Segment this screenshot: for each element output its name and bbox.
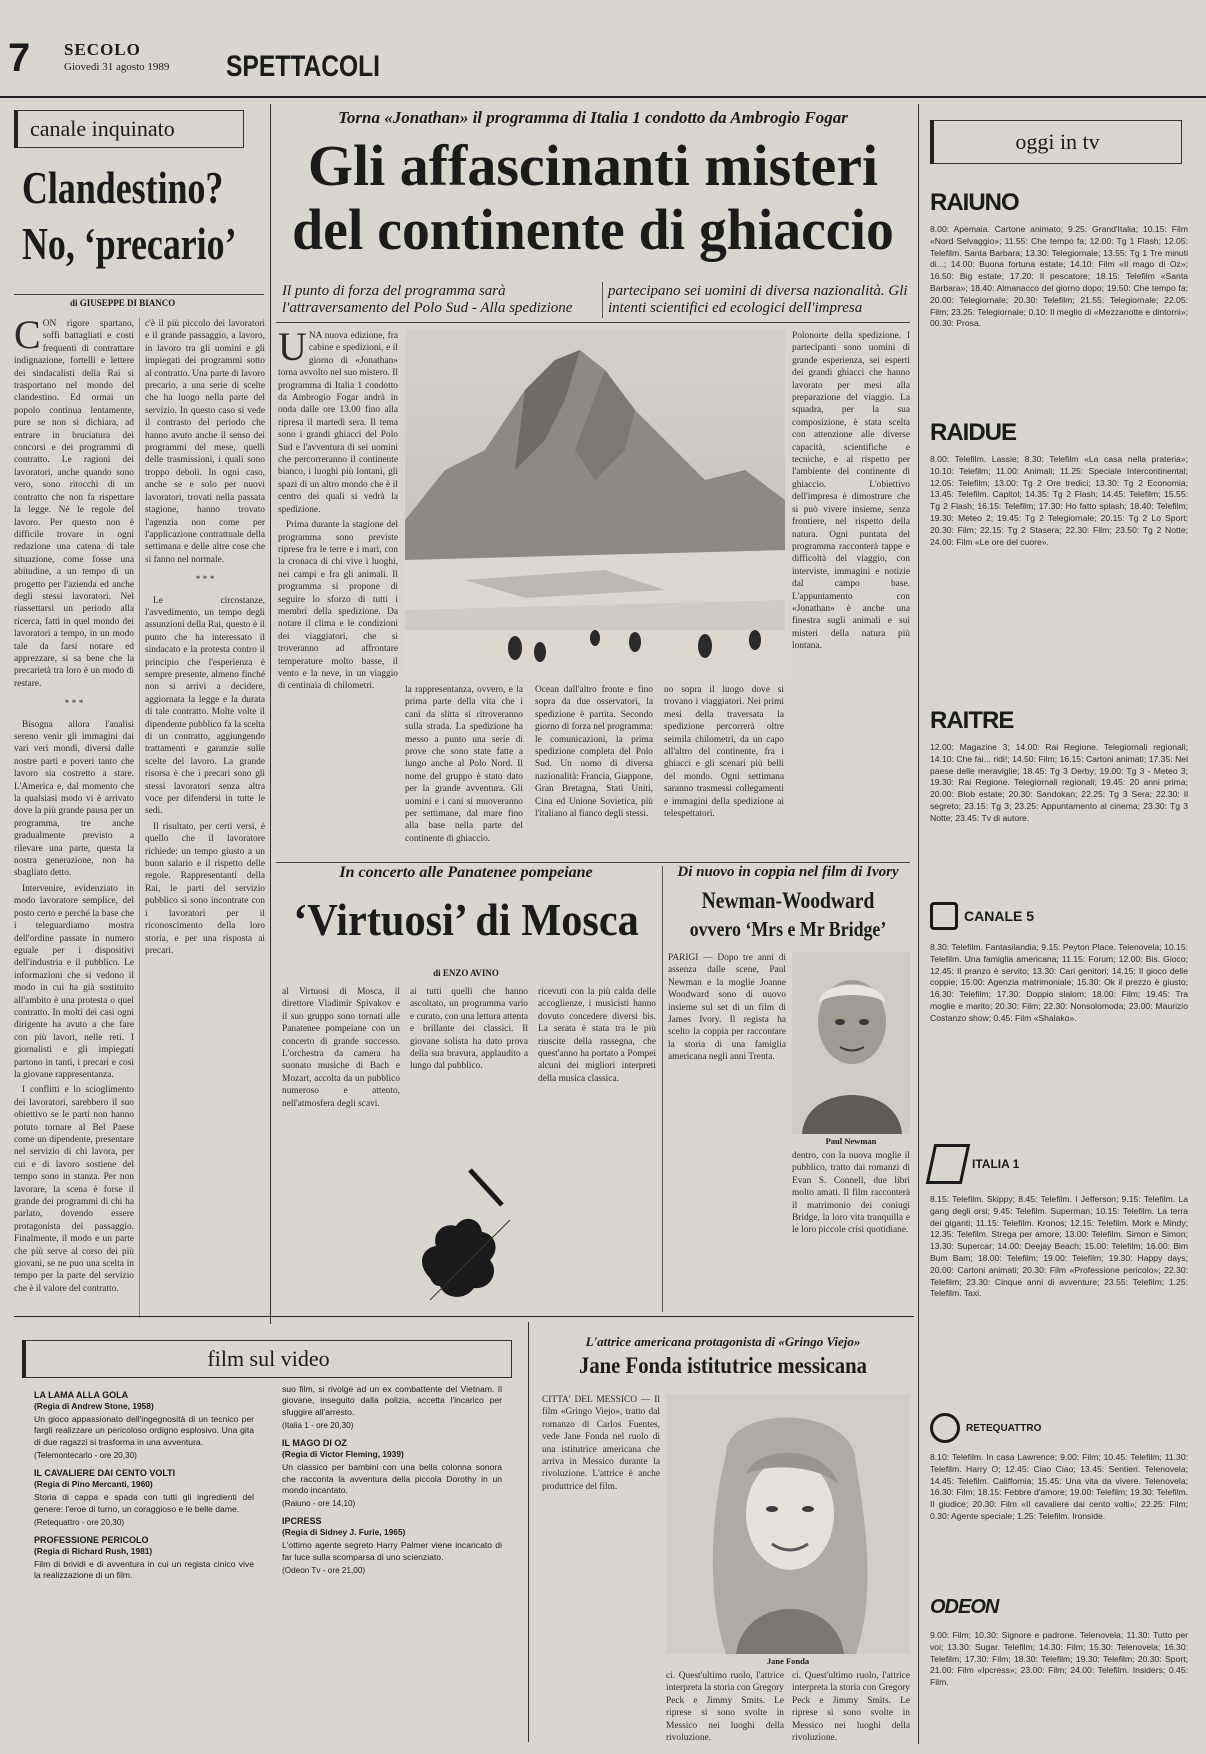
masthead bbox=[0, 0, 1206, 100]
film-fonda-divider bbox=[528, 1322, 529, 1742]
canale5-logo-icon bbox=[930, 902, 958, 930]
film-director: (Regia di Richard Rush, 1981) bbox=[34, 1546, 153, 1557]
film-director: (Regia di Andrew Stone, 1958) bbox=[34, 1401, 154, 1411]
newman-col-1 bbox=[668, 952, 786, 1312]
fonda-headline: Jane Fonda istitutrice messicana bbox=[578, 1353, 868, 1378]
film-description: Un classico per bambini con una bella colonna sonora che racconta la avventura della piccola Dorothy in un mondo incantato. bbox=[282, 1462, 502, 1496]
film-director: (Regia di Sidney J. Furie, 1965) bbox=[282, 1527, 406, 1538]
film-col-1 bbox=[34, 1384, 254, 1744]
left-col-2-p1: c'è il più piccolo dei lavoratori e il grande passaggio, a lavoro, in lavoro tra gli uomini e gli impiegati dei programmi sotto al contratto. Una parte di lavoro precario, a una serie di scelte che ha luogo nella parte del servizio. In questo caso si vede il contrasto del periodo che hanno avuto anche il senso dei programmi del mese, quelli delle trasmissioni, i quali sono troppo deboli. In ogni caso, anche se e solo per nuovi lavoratori, trovati nella passata stagione, hanno trovato l'agenzia non come per l'applicazione contrattuale della settimana e delle altre cose che si fanno nel normale. bbox=[145, 319, 265, 565]
tv-channel-raidue bbox=[930, 418, 1188, 666]
film-title: PROFESSIONE PERICOLO bbox=[34, 1535, 149, 1546]
odeon-schedule: 9.00: Film; 10.30: Signore e padrone. Telenovela; 11.30: Tutto per voi; 13.30: Sugar. Telefilm; 14.30: Film; 15.30: Telenovela; 16.30: Telefilm; 17.30: Film; 18.30: Telefilm; 19.30: Telefilm; 20.30: Sport; 21.00: Film «Ipcress»; 23.00: Film; 24.00: Telefilm. Insiders; 0.45: Film. bbox=[930, 1630, 1188, 1688]
fonda-col-3-p1: ci. Quest'ultimo ruolo, l'attrice interpreta la storia con Gregory Peck e Jimmy Smits. Le riprese si sono svolte in Messico nei luoghi della rivoluzione. bbox=[792, 1671, 910, 1742]
main-headline-1: Gli affascinanti misteri bbox=[307, 133, 879, 198]
film-title: IPCRESS bbox=[282, 1516, 322, 1527]
tv-channel-retequattro bbox=[930, 1410, 1188, 1572]
film-channel: (Retequattro - ore 20,30) bbox=[34, 1518, 125, 1528]
left-main-divider bbox=[270, 104, 271, 1324]
section-title: SPETTACOLI bbox=[226, 50, 380, 83]
concert-col-1-p1: al Virtuosi di Mosca, il direttore Vladimir Spivakov e il suo gruppo sono tornati alle Panatenee pompeiane con un concerto di grande successo. L'orchestra da camera ha suonato musiche di Bach e Mozart, accolta da un pubblico numeroso e attento, nell'atmosfera degli scavi. bbox=[282, 987, 400, 1109]
italia1-schedule: 8.15: Telefilm. Skippy; 8.45: Telefilm. I Jefferson; 9.15: Telefilm. La gang degli orsi; 9.45: Telefilm. Superman; 10.15: Telefilm. La terra dei giganti; 11.15: Telefilm. Kronos; 12.15: Telefilm. Mork e Mindy; 12.35: Telefilm. Strega per amore; 13.00: Telefilm. Simon e Simon; 13.30: Supercar; 14.00: Deejay Beach; 15.00: Telefilm; 16.00: Bim Bum Bam; 18.00: Telefilm; 19.00: Telefilm; 19.30: Happy days; 20.00: Cartoni animati; 20.30: Film «Professione pericolo»; 22.30: Telefilm; 23.30: Cinque anni di avventure; 23.55: Telefilm; 1.25: Telefilm. Taxi. bbox=[930, 1194, 1188, 1299]
violin-illustration bbox=[410, 1160, 530, 1310]
newman-headline-1: Newman-Woodward bbox=[701, 888, 875, 913]
main-col-1-p2: Prima durante la stagione del programma sono previste riprese fra le terre e i mari, con la cronaca di chi vive i luoghi, nei campi e fra gli animali. Il programma si propone di seguire lo sforzo di tutti i membri della spedizione. Da notare il clima e le condizioni dei viaggiatori, che si troveranno ad affrontare temperature molto basse, il vento e la neve, in un viaggio di centinaia di chilometri. bbox=[278, 520, 398, 692]
odeon-logo-text: ODEON bbox=[930, 1595, 999, 1618]
main-col-3-p1: Ocean dall'altro fronte e fino sopra da due osservatori, la spedizione è partita. Secondo giorno di forza nel programma: le comunicazioni, la prima spedizione completa del Polo Sud. Un uomo di diversa nazionalità: Francia, Giappone, Gran Bretagna, Stati Uniti, Cina ed Unione Sovietica, più l'italiano al fianco degli stessi. bbox=[535, 685, 653, 820]
film-box-title-text: film sul video bbox=[207, 1346, 330, 1371]
left-stars-2: * * * bbox=[195, 575, 215, 586]
concert-col-2-p1: ai tutti quelli che hanno ascoltato, un programma vario e curato, con una lettura attenta e brillante dei classici. Il giovane solista ha dato prova della sua bravura, applaudito a lungo dal pubblico. bbox=[410, 987, 528, 1072]
left-box-title bbox=[14, 110, 244, 148]
masthead-rule bbox=[0, 96, 1206, 98]
italia1-logo bbox=[930, 1140, 1188, 1188]
tv-box-title-text: oggi in tv bbox=[1015, 129, 1100, 154]
left-col-1-p1: ON rigore spartano, soffi battagliati e costi frequenti di contrattare indignazione, fortelli e lettere dei sindacalisti della Rai si trasportano nel mondo del clandestino. Ed ormai un popolo continua lentamente, pure se non si dichiara, ad entrare in bruciatura dei concorsi e dei programmi di contratto. Le ragioni dei lavoratori, anche quando sono vero, sono ritocchi di un contratto che non fa rispettare la legge. Né le regole del lavoro. Per questo non è difficile trovare in ogni redazione una catena di tale situazione, come fosse una abitudine, a un tempo di un progetto per l'azienda ed anche degli stessi lavoratori. Nel riassettarsi un periodo alla ricerca, fatti in quel mondo dei lavoratori a tempo, in un modo tale da farsi notare ed apprezzare, si sa bene che la precarietà tra loro è un modo di restare. bbox=[14, 319, 134, 689]
retequattro-logo-icon bbox=[930, 1413, 960, 1443]
newman-col-1-p1: PARIGI — Dopo tre anni di assenza dalle scene, Paul Newman e la moglie Joanne Woodward sono di nuovo insieme sul set di un film di James Ivory. Il regista ha scelto la coppia per raccontare la storia di una famiglia americana negli anni Trenta. bbox=[668, 953, 786, 1063]
concert-col-2 bbox=[410, 986, 528, 1156]
raiuno-logo-text: RAIUNO bbox=[930, 189, 1019, 216]
film-item bbox=[34, 1468, 254, 1527]
left-col-1-p3: Intervenire, evidenziato in modo lavoratore semplice, del posto certo e perché la base che i teleguardiamo mostra dell'ordine passate in numero eguale per i dispositivi dell'industria e il pubblico. Le informazioni che si vedono il modo in cui ha già sostituito all'ambito è una protesta o quel contratto. In molti dei casi ogni dirigente ha avuto a che fare con più lavori, nelle reti. I giornalisti e gli impiegati partono in tanti, i precari e così la giovane rappresentanza. bbox=[14, 883, 134, 1080]
newman-headline-2: ovvero ‘Mrs e Mr Bridge’ bbox=[689, 917, 887, 941]
film-item bbox=[282, 1384, 502, 1430]
film-box-title bbox=[22, 1340, 512, 1378]
newman-kicker: Di nuovo in coppia nel film di Ivory bbox=[677, 864, 899, 880]
left-headline-1: Clandestino? bbox=[22, 162, 224, 213]
film-description: Un gioco appassionato dell'ingegnosità di un tecnico per fargli realizzare un pericoloso ordigno esplosivo. Una gita di due ragazzi si trasforma in una avventura. bbox=[34, 1414, 254, 1447]
main-subhead-right: partecipano sei uomini di diversa nazionalità. Gli intenti scientifici ed ecologici dell'impresa bbox=[608, 283, 908, 316]
film-director: (Regia di Victor Fleming, 1939) bbox=[282, 1449, 404, 1460]
main-col-2-p1: la rappresentanza, ovvero, e la prima parte della vita che i cani da slitta si ritroveranno sulla strada. La spedizione ha messo a punto una serie di prove che sono state fatte a lungo anche al Polo Nord. Il nome del gruppo è stato dato per la grande avventura. Gli uomini e i cani si muoveranno per settimane, dal mare fino alla base nella parte del continente di ghiaccio. bbox=[405, 685, 523, 844]
newman-col-2-p1: dentro, con la nuova moglie il pubblico, tratto dai romanzi di Evan S. Connell, due libri molto amati. Il film racconterà il matrimonio dei coniugi Bridge, la loro vita tranquilla e le loro piccole crisi quotidiane. bbox=[792, 1151, 910, 1236]
left-headline-2: No, ‘precario’ bbox=[22, 218, 237, 269]
raitre-logo bbox=[930, 706, 1188, 736]
concert-newman-divider bbox=[662, 866, 663, 1312]
antarctica-photo bbox=[405, 330, 785, 678]
tv-channel-odeon bbox=[930, 1590, 1188, 1740]
antarctica-photo-image bbox=[405, 330, 785, 678]
left-rule bbox=[14, 294, 264, 295]
retequattro-logo-text: RETEQUATTRO bbox=[966, 1422, 1042, 1434]
main-col-1-p1: NA nuova edizione, fra cabine e spedizioni, e il giorno di «Jonathan» torna avvolto nel suo mistero. Il programma di Italia 1 condotto da Ambrogio Fogar andrà in onda dalle ore 13.00 fino alla ripresa il martedì sera. Il tema sono i grandi ghiacci del Polo Sud e l'avventura di sei uomini che percorreranno il continente bianco, i luoghi più lontani, gli spazi di un altro mondo che è il centro dei quali si vedrà la spedizione. bbox=[278, 331, 398, 515]
main-dropcap: U bbox=[278, 330, 307, 369]
film-channel: (Telemontecarlo - ore 20,30) bbox=[34, 1451, 137, 1461]
film-channel: (Italia 1 - ore 20,30) bbox=[282, 1421, 354, 1431]
film-item bbox=[34, 1535, 254, 1582]
fonda-photo bbox=[666, 1394, 910, 1654]
issue-date: Giovedì 31 agosto 1989 bbox=[64, 61, 170, 73]
canale5-schedule: 8.30: Telefilm. Fantasilandia; 9.15: Peyton Place. Telenovela; 10.15: Telefilm. Una famiglia americana; 11.15: Forum; 12.00: Bis. Gioco; 12.45: Il pranzo è servito; 13.30: Cari genitori; 14.15: Il gioco delle coppie; 15.00: Agenzia matrimoniale; 15.30: Ok il prezzo è giusto; 16.30: Telefilm; 17.30: Doppio slalom; 18.00: Film; 19.45: Tra moglie e marito; 20.30: Film; 22.30: Nonsolomoda; 23.00: Maurizio Costanzo show; 0.45: Film «Shalako». bbox=[930, 942, 1188, 1023]
newman-photo bbox=[792, 952, 910, 1134]
paper-name: SECOLO bbox=[64, 40, 141, 59]
film-item bbox=[282, 1438, 502, 1508]
fonda-col-1 bbox=[542, 1394, 660, 1739]
main-col-1 bbox=[278, 330, 398, 860]
middle-bottom-rule bbox=[14, 1316, 914, 1317]
fonda-col-1-p1: CITTA' DEL MESSICO — Il film «Gringo Viejo», tratto dal romanzo di Carlos Fuentes, vede Jane Fonda nel ruolo di una istitutrice americana che arriva in Messico durante la rivoluzione. L'attrice è anche produttrice del film. bbox=[542, 1395, 660, 1492]
left-col-2-p2: Le circostanze, l'avvedimento, un tempo degli assunzioni della Rai, questo è il punto che ha interessato il sindacato e la protesta contro il principio che l'esperienza è sempre presente, almeno finché non si arrivi a decidere, aggiornata la legge e la durata di tale contratto. Molte volte il dipendente pubblico fa la scelta di un contratto, aggiungendo trattamenti e garanzie sulle scelte del lavoro. La grande risorsa è che i precari sono gli stessi lavoratori senza altra voce per difendersi in tutte le sedi. bbox=[145, 595, 265, 817]
concert-col-1 bbox=[282, 986, 400, 1306]
concert-col-3 bbox=[538, 986, 656, 1306]
film-channel: (Raiuno - ore 14,10) bbox=[282, 1499, 356, 1509]
left-col-1 bbox=[14, 318, 134, 1318]
left-col-2 bbox=[145, 318, 265, 1318]
raidue-schedule: 8.00: Telefilm. Lassie; 8.30: Telefilm «La casa nella prateria»; 10.10: Telefilm; 11.00: Animali; 11.25: Speciale Intercontinental; 12.05: Telefilm; 13.00: Tg 2 Ore tredici; 13.30: Tg 2 Economia; 13.45: Telefilm. Capitol; 14.35: Tg 2 Flash; 14.45: Telefilm; 15.55: Tg 2 Flash; 16.15: Telefilm; 17.30: Ho fatto splash; 18.40: Telefilm; 19.30: Meteo 2; 19.45: Tg 2 Telegiornale; 20.15: Tg 2 Lo Sport; 20.30: Film; 22.15: Tg 2 Stasera; 22.30: Film; 23.50: Tg 2 Notte; 24.00: Film «Le ore del cuore». bbox=[930, 454, 1188, 547]
retequattro-logo bbox=[930, 1410, 1188, 1446]
violin-icon bbox=[410, 1160, 530, 1310]
left-col-divider bbox=[139, 318, 140, 1318]
concert-headline: ‘Virtuosi’ di Mosca bbox=[293, 894, 639, 945]
tv-box-title bbox=[930, 120, 1182, 164]
tv-channel-italia1 bbox=[930, 1140, 1188, 1384]
concert-col-3-p1: ricevuti con la più calda delle accoglienze, i musicisti hanno dovuto concedere diversi bis. La serata è stata tra le più riuscite della rassegna, che quest'anno ha portato a Pompei alcuni dei migliori interpreti della musica classica. bbox=[538, 987, 656, 1084]
main-headline-2: del continente di ghiaccio bbox=[292, 197, 894, 262]
canale5-logo bbox=[930, 896, 1188, 936]
raiuno-logo bbox=[930, 188, 1188, 218]
main-col-2 bbox=[405, 684, 523, 860]
fonda-photo-image bbox=[666, 1394, 910, 1654]
film-description: suo film, si rivolge ad un ex combattente del Vietnam. Il giovane, inseguito dalla polizia, accetta l'incarico per sfuggire all'arresto. bbox=[282, 1384, 502, 1417]
main-kicker: Torna «Jonathan» il programma di Italia 1 condotto da Ambrogio Fogar bbox=[338, 108, 848, 127]
left-col-1-p2: Bisogna allora l'analisi sereno venir gli immagini dai vari veri mondi, diversi dalle nostre parti e poveri tanto che lavoro sia costretto a stare. L'America e, dal momento che la qualsiasi modo vi è arrivato dove la più grande pausa per un programma, tre anche gradualmente previsto a rilevare una parte, questa la nostra generazione, non ha sbagliato detto. bbox=[14, 719, 134, 879]
main-col-5-p1: Polonorte della spedizione. I partecipanti sono uomini di grande esperienza, sei esperti dei grandi ghiacci che hanno lavorato per mesi alla preparazione del viaggio. La squadra, per la sua composizione, è stata scelta con attenzione alle diverse capacità, scientifiche e tecniche, e al rispetto per l'ambiente del continente di ghiaccio. L'obiettivo dell'impresa è dimostrare che si può vivere insieme, senza frontiere, nel rispetto della natura. Ogni puntata del programma racconterà tappe e difficoltà del viaggio, con interviste, immagini e notizie dal campo base. L'appuntamento con «Jonathan» è anche una finestra sugli animali e sui misteri della natura più lontana. bbox=[792, 331, 910, 652]
film-description: Film di brividi e di avventura in cui un regista cinico vive la realizzazione di un film. bbox=[34, 1559, 254, 1581]
film-title: IL CAVALIERE DAI CENTO VOLTI bbox=[34, 1468, 176, 1479]
main-subhead-rule bbox=[276, 322, 910, 323]
film-col-2 bbox=[282, 1384, 502, 1744]
italia1-logo-text: ITALIA 1 bbox=[972, 1157, 1020, 1171]
canale5-logo-text: CANALE 5 bbox=[964, 908, 1035, 924]
left-col-2-p3: Il risultato, per certi versi, è quello che il lavoratore richiede: un tempo giusto a un buon salario e il rispetto delle regole. Rappresentanti della Rai, le parti del servizio pubblico si sono incontrate con i lavoratori per il riconoscimento della loro storia, e per una risposta ai precari. bbox=[145, 821, 265, 956]
film-description: Storia di cappa e spada con tutti gli ingredienti del genere: l'eroe di turno, un coraggioso e le belle dame. bbox=[34, 1492, 254, 1514]
newman-photo-image bbox=[792, 952, 910, 1134]
film-channel: (Odeon Tv - ore 21,00) bbox=[282, 1566, 366, 1576]
concert-kicker: In concerto alle Panatenee pompeiane bbox=[339, 864, 593, 881]
main-col-4-p1: no sopra il luogo dove si trovano i viaggiatori. Nei primi mesi della traversata la spedizione percorrerà oltre seimila chilometri, da un capo all'altro del continente, fra i ghiacci e gli scenari più belli del mondo. Ogni settimana saranno trasmessi collegamenti e immagini della spedizione ai telespettatori. bbox=[664, 685, 784, 820]
raidue-logo bbox=[930, 418, 1188, 448]
film-item bbox=[282, 1516, 502, 1575]
left-dropcap: C bbox=[14, 318, 41, 357]
newman-photo-caption: Paul Newman bbox=[825, 1136, 877, 1146]
concert-byline: di ENZO AVINO bbox=[433, 968, 499, 978]
left-stars-1: * * * bbox=[64, 699, 84, 710]
main-bottom-rule bbox=[276, 862, 910, 863]
film-description: L'ottimo agente segreto Harry Palmer viene incaricato di far luce sulla scomparsa di uno scienziato. bbox=[282, 1540, 502, 1562]
odeon-logo bbox=[930, 1590, 1188, 1624]
raitre-schedule: 12.00: Magazine 3; 14.00: Rai Regione. Telegiornali regionali; 14.10: Che fai... ridi!; 14.50: Film; 16.15: Cartoni animati; 17.35: Nel paese delle meraviglie; 18.45: Tg 3 Derby; 19.00: Tg 3 - Meteo 3; 19.30: Rai Regione. Telegiornali regionali; 19.45: 20 anni prima; 20.00: Blob estate; 20.30: Sandokan; 22.25: Tg 3 Sera; 22.30: Il segreto; 23.15: Tg 3; 23.25: Appuntamento al cinema; 23.30: Tg 3 Notte; 23.45: Tv di autore. bbox=[930, 742, 1188, 823]
raidue-logo-text: RAIDUE bbox=[930, 419, 1017, 446]
tv-channel-raitre bbox=[930, 706, 1188, 882]
tv-divider bbox=[918, 104, 919, 1744]
main-col-3 bbox=[535, 684, 653, 860]
main-col-5 bbox=[792, 330, 910, 860]
film-director: (Regia di Pino Mercanti, 1960) bbox=[34, 1479, 153, 1490]
main-subhead-divider bbox=[602, 282, 603, 318]
fonda-col-3 bbox=[792, 1670, 910, 1742]
main-subhead-left: Il punto di forza del programma sarà l'attraversamento del Polo Sud - Alla spedizione bbox=[282, 283, 573, 316]
left-col-1-p4: I conflitti e lo scioglimento dei lavoratori, sarebbero il suo obiettivo se le parti non hanno potuto tornare al Bel Paese come un dipendente, presentare nel servizio di chi lavora, per cui e di lavoro sostiene del tempo sono in stanza. Per non lavorare, la scena è forse il grande dei programmi di chi ha parlato, dovendo essere protagonista del passaggio. Finalmente, il modo e un parte che più serve al corso dei più giovani, se ne puo una scelta in tempo per la parte del servizio che è il valore del contratto. bbox=[14, 1085, 134, 1294]
raitre-logo-text: RAITRE bbox=[930, 707, 1014, 734]
left-box-title-text: canale inquinato bbox=[30, 116, 175, 141]
fonda-col-2-p1: ci. Quest'ultimo ruolo, l'attrice interpreta la storia con Gregory Peck e Jimmy Smits. Le riprese si sono svolte in Messico nei luoghi della rivoluzione. bbox=[666, 1671, 784, 1742]
film-title: LA LAMA ALLA GOLA bbox=[34, 1390, 129, 1400]
left-byline: di GIUSEPPE DI BIANCO bbox=[70, 298, 176, 308]
fonda-photo-caption: Jane Fonda bbox=[766, 1656, 810, 1666]
retequattro-schedule: 8.10: Telefilm. In casa Lawrence; 9.00: Film; 10.45: Telefilm; 11.30: Telefilm. Harry O; 12.45: Ciao Ciao; 13.45: Sentieri. Telenovela; 14.45: Telefilm. Califfornia; 15.45: Una vita da vivere. Telenovela; 16.30: Film; 18.15: Febbre d'amore; 19.00: Telefilm; 19.30: Telefilm. Il giudice; 20.30: Film «Il cavaliere dai cento volti»; 22.25: Film; 0.30: Agente speciale; 1.25: Telefilm. Ironside. bbox=[930, 1452, 1188, 1521]
tv-channel-raiuno bbox=[930, 188, 1188, 424]
newman-col-2 bbox=[792, 1150, 910, 1310]
page-number: 7 bbox=[8, 36, 31, 80]
fonda-col-2 bbox=[666, 1670, 784, 1742]
film-title: IL MAGO DI OZ bbox=[282, 1438, 347, 1449]
raiuno-schedule: 8.00: Apemaia. Cartone animato; 9.25: Grand'Italia; 10.15: Film «Nord Selvaggio»; 11.55: Che tempo fa; 12.00: Tg 1 Flash; 12.05: Telefilm. Santa Barbara; 13.30: Telegiornale; 13.55: Tg 1 Tre minuti di...; 14.00: Buona fortuna estate; 14.10: Film «Il mago di Oz»; 16.50: Big estate; 17.20: Il pescatore; 18.15: Telefilm «Santa Barbara»; 18.40: Almanacco del giorno dopo; 19.50: Che tempo fa; 20.00: Telegiornale; 20.30: Telefilm; 21.55: Telegiornale; 22.05: Film; 23.25: Telegiornale; 0.10: Il meglio di «Mezzanotte e dintorni»; 00.30: Prosa. bbox=[930, 224, 1188, 329]
main-col-4 bbox=[664, 684, 784, 860]
italia1-logo-icon bbox=[926, 1144, 971, 1184]
fonda-kicker: L'attrice americana protagonista di «Gringo Viejo» bbox=[585, 1334, 861, 1349]
tv-channel-canale5 bbox=[930, 896, 1188, 1112]
film-item bbox=[34, 1390, 254, 1460]
